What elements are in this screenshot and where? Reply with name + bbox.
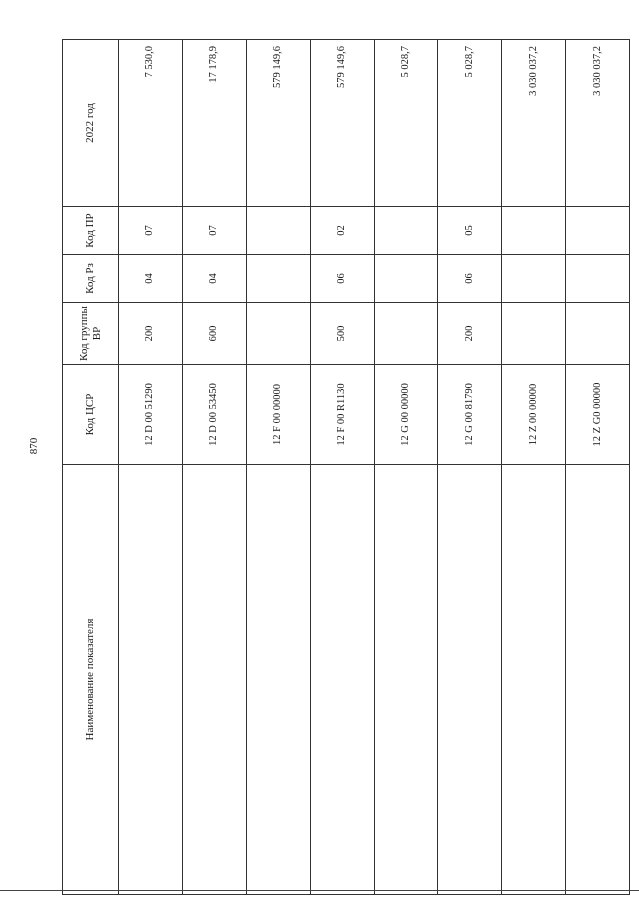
row-pr — [502, 207, 566, 255]
row-vr — [566, 303, 630, 365]
row-name — [182, 465, 246, 895]
rotated-table — [62, 40, 630, 895]
row-pr — [374, 207, 438, 255]
row-vr — [502, 303, 566, 365]
row-rz — [246, 255, 310, 303]
row-name — [310, 465, 374, 895]
row-amount: 5 028,7 — [374, 40, 438, 207]
row-amount: 579 149,6 — [310, 40, 374, 207]
row-rz: 06 — [438, 255, 502, 303]
row-csr: 12 F 00 00000 — [246, 365, 310, 465]
header-row — [63, 40, 119, 895]
header-pr: Код ПР — [63, 207, 119, 255]
table-container — [62, 40, 630, 895]
header-name: Наименование показателя — [63, 465, 119, 895]
row-name — [566, 465, 630, 895]
row-amount: 5 028,7 — [438, 40, 502, 207]
table-row — [182, 40, 246, 895]
row-pr — [246, 207, 310, 255]
header-csr: Код ЦСР — [63, 365, 119, 465]
row-name — [246, 465, 310, 895]
row-amount: 579 149,6 — [246, 40, 310, 207]
row-vr — [246, 303, 310, 365]
table-row — [119, 40, 183, 895]
header-vr: Код группы ВР — [63, 303, 119, 365]
row-name — [374, 465, 438, 895]
row-csr: 12 D 00 53450 — [182, 365, 246, 465]
table-row — [438, 40, 502, 895]
row-pr: 07 — [119, 207, 183, 255]
row-csr: 12 D 00 51290 — [119, 365, 183, 465]
row-pr: 02 — [310, 207, 374, 255]
row-vr — [374, 303, 438, 365]
row-rz: 04 — [182, 255, 246, 303]
row-vr: 200 — [438, 303, 502, 365]
row-amount: 3 030 037,2 — [566, 40, 630, 207]
row-rz: 06 — [310, 255, 374, 303]
header-year: 2022 год — [63, 40, 119, 207]
table-row — [374, 40, 438, 895]
row-csr: 12 G 00 81790 — [438, 365, 502, 465]
table-row — [310, 40, 374, 895]
row-csr: 12 F 00 R1130 — [310, 365, 374, 465]
row-vr: 500 — [310, 303, 374, 365]
row-name — [119, 465, 183, 895]
row-amount: 17 178,9 — [182, 40, 246, 207]
row-rz — [374, 255, 438, 303]
row-csr: 12 Z 00 00000 — [502, 365, 566, 465]
row-vr: 200 — [119, 303, 183, 365]
budget-table — [62, 39, 630, 895]
table-row — [502, 40, 566, 895]
row-pr: 07 — [182, 207, 246, 255]
row-amount: 7 530,0 — [119, 40, 183, 207]
row-csr: 12 G 00 00000 — [374, 365, 438, 465]
row-pr — [566, 207, 630, 255]
row-pr: 05 — [438, 207, 502, 255]
row-rz: 04 — [119, 255, 183, 303]
table-row — [246, 40, 310, 895]
row-rz — [502, 255, 566, 303]
row-name — [502, 465, 566, 895]
header-rz: Код Рз — [63, 255, 119, 303]
bottom-rule — [0, 890, 639, 891]
page-number: 870 — [28, 437, 40, 455]
row-vr: 600 — [182, 303, 246, 365]
row-name — [438, 465, 502, 895]
row-rz — [566, 255, 630, 303]
table-row — [566, 40, 630, 895]
row-csr: 12 Z G0 00000 — [566, 365, 630, 465]
row-amount: 3 030 037,2 — [502, 40, 566, 207]
